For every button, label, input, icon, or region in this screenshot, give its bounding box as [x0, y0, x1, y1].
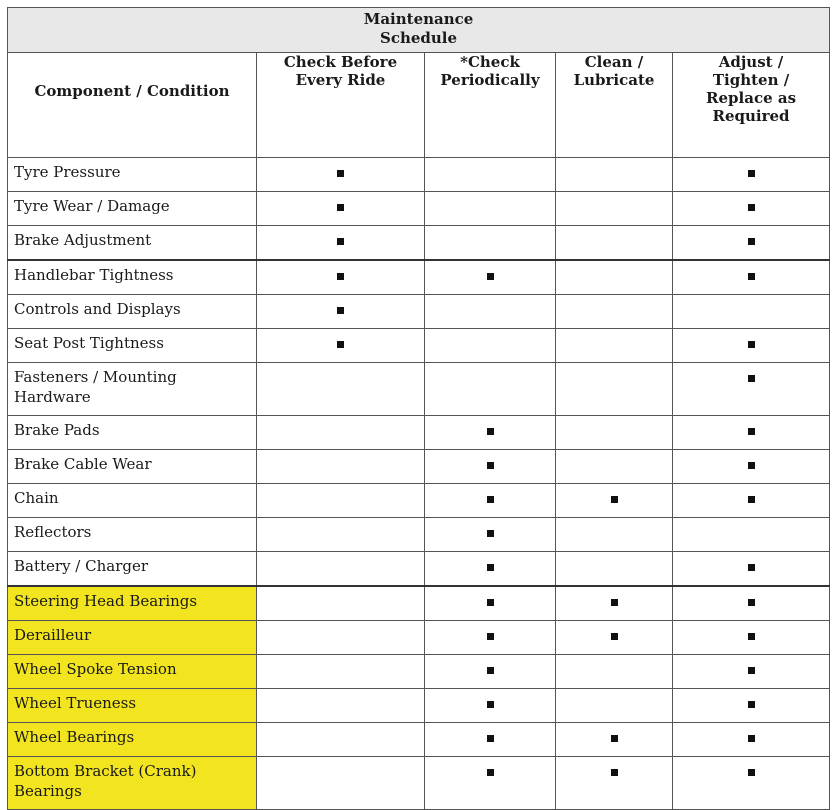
checkmark-square-icon	[337, 341, 344, 348]
schedule-cell	[425, 192, 556, 226]
table-row	[8, 586, 830, 621]
schedule-cell	[425, 329, 556, 363]
schedule-cell	[257, 329, 425, 363]
schedule-cell	[257, 552, 425, 587]
table-row	[8, 416, 830, 450]
component-cell: Wheel Trueness	[8, 689, 257, 723]
component-cell: Tyre Wear / Damage	[8, 192, 257, 226]
title-line-1: Maintenance	[363, 10, 474, 28]
schedule-cell	[257, 689, 425, 723]
table-row	[8, 518, 830, 552]
checkmark-square-icon	[748, 238, 755, 245]
schedule-cell	[556, 192, 673, 226]
checkmark-square-icon	[748, 428, 755, 435]
schedule-cell	[556, 329, 673, 363]
header-adjust-line-1: Adjust /	[718, 53, 784, 71]
table-row	[8, 484, 830, 518]
checkmark-square-icon	[337, 170, 344, 177]
header-check-periodically	[425, 53, 556, 158]
schedule-cell	[425, 655, 556, 689]
checkmark-square-icon	[611, 496, 618, 503]
checkmark-square-icon	[611, 769, 618, 776]
schedule-cell	[257, 450, 425, 484]
header-check-before-line-2: Every Ride	[295, 71, 386, 89]
header-adjust-line-4: Required	[712, 107, 790, 125]
component-cell: Handlebar Tightness	[8, 260, 257, 295]
checkmark-square-icon	[337, 273, 344, 280]
schedule-cell	[673, 450, 830, 484]
schedule-cell	[257, 621, 425, 655]
checkmark-square-icon	[487, 273, 494, 280]
schedule-cell	[425, 621, 556, 655]
schedule-cell	[257, 586, 425, 621]
schedule-cell	[556, 586, 673, 621]
header-clean-line-1: Clean /	[584, 53, 644, 71]
table-row	[8, 329, 830, 363]
table-row	[8, 621, 830, 655]
schedule-cell	[425, 158, 556, 192]
schedule-cell	[257, 295, 425, 329]
checkmark-square-icon	[487, 769, 494, 776]
table-title	[8, 8, 830, 53]
schedule-cell	[556, 757, 673, 810]
component-cell: Tyre Pressure	[8, 158, 257, 192]
schedule-cell	[556, 363, 673, 416]
table-row	[8, 552, 830, 587]
schedule-cell	[673, 295, 830, 329]
header-check-before	[257, 53, 425, 158]
checkmark-square-icon	[748, 667, 755, 674]
maintenance-table	[7, 7, 830, 810]
schedule-cell	[257, 484, 425, 518]
schedule-cell	[556, 621, 673, 655]
title-line-2: Schedule	[380, 29, 458, 47]
schedule-cell	[673, 586, 830, 621]
schedule-cell	[556, 518, 673, 552]
schedule-cell	[673, 416, 830, 450]
schedule-cell	[425, 586, 556, 621]
schedule-cell	[257, 260, 425, 295]
checkmark-square-icon	[748, 735, 755, 742]
component-cell: Wheel Spoke Tension	[8, 655, 257, 689]
header-check-periodically-line-2: Periodically	[440, 71, 540, 89]
schedule-cell	[257, 416, 425, 450]
header-adjust-line-2: Tighten /	[712, 71, 790, 89]
maintenance-schedule	[7, 7, 830, 810]
component-cell: Derailleur	[8, 621, 257, 655]
component-cell: Brake Adjustment	[8, 226, 257, 261]
checkmark-square-icon	[748, 701, 755, 708]
schedule-cell	[673, 655, 830, 689]
component-cell: Steering Head Bearings	[8, 586, 257, 621]
checkmark-square-icon	[748, 273, 755, 280]
schedule-cell	[257, 363, 425, 416]
checkmark-square-icon	[748, 170, 755, 177]
schedule-cell	[556, 655, 673, 689]
component-cell: Bottom Bracket (Crank) Bearings	[8, 757, 257, 810]
checkmark-square-icon	[487, 428, 494, 435]
table-row	[8, 689, 830, 723]
table-row	[8, 260, 830, 295]
schedule-cell	[673, 363, 830, 416]
table-row	[8, 226, 830, 261]
schedule-cell	[425, 552, 556, 587]
schedule-cell	[425, 416, 556, 450]
schedule-cell	[556, 689, 673, 723]
checkmark-square-icon	[748, 375, 755, 382]
checkmark-square-icon	[487, 462, 494, 469]
schedule-cell	[556, 226, 673, 261]
table-row	[8, 655, 830, 689]
checkmark-square-icon	[337, 238, 344, 245]
schedule-cell	[673, 723, 830, 757]
checkmark-square-icon	[487, 496, 494, 503]
table-row	[8, 450, 830, 484]
schedule-cell	[556, 552, 673, 587]
table-body	[8, 158, 830, 810]
checkmark-square-icon	[748, 564, 755, 571]
schedule-cell	[673, 552, 830, 587]
schedule-cell	[673, 518, 830, 552]
schedule-cell	[673, 484, 830, 518]
schedule-cell	[673, 260, 830, 295]
schedule-cell	[673, 226, 830, 261]
checkmark-square-icon	[487, 530, 494, 537]
schedule-cell	[257, 655, 425, 689]
table-row	[8, 723, 830, 757]
checkmark-square-icon	[748, 462, 755, 469]
header-adjust-line-3: Replace as	[706, 89, 797, 107]
checkmark-square-icon	[611, 735, 618, 742]
component-cell: Seat Post Tightness	[8, 329, 257, 363]
checkmark-square-icon	[487, 735, 494, 742]
schedule-cell	[257, 723, 425, 757]
component-cell: Wheel Bearings	[8, 723, 257, 757]
schedule-cell	[556, 295, 673, 329]
table-row	[8, 192, 830, 226]
table-row	[8, 363, 830, 416]
checkmark-square-icon	[748, 633, 755, 640]
header-check-before-line-1: Check Before	[283, 53, 398, 71]
schedule-cell	[257, 757, 425, 810]
checkmark-square-icon	[337, 307, 344, 314]
checkmark-square-icon	[487, 599, 494, 606]
table-row	[8, 757, 830, 810]
schedule-cell	[257, 518, 425, 552]
schedule-cell	[556, 450, 673, 484]
schedule-cell	[425, 723, 556, 757]
schedule-cell	[425, 450, 556, 484]
schedule-cell	[257, 226, 425, 261]
schedule-cell	[556, 158, 673, 192]
checkmark-square-icon	[611, 633, 618, 640]
header-component: Component / Condition	[8, 53, 257, 158]
checkmark-square-icon	[748, 204, 755, 211]
checkmark-square-icon	[748, 599, 755, 606]
schedule-cell	[425, 518, 556, 552]
table-row	[8, 158, 830, 192]
schedule-cell	[425, 295, 556, 329]
header-check-periodically-line-1: *Check	[460, 53, 520, 71]
schedule-cell	[425, 363, 556, 416]
checkmark-square-icon	[748, 769, 755, 776]
schedule-cell	[425, 226, 556, 261]
schedule-cell	[257, 158, 425, 192]
component-cell: Chain	[8, 484, 257, 518]
component-cell: Controls and Displays	[8, 295, 257, 329]
checkmark-square-icon	[337, 204, 344, 211]
component-cell: Reflectors	[8, 518, 257, 552]
schedule-cell	[556, 260, 673, 295]
header-clean-line-2: Lubricate	[573, 71, 655, 89]
schedule-cell	[673, 757, 830, 810]
schedule-cell	[673, 329, 830, 363]
component-cell: Fasteners / Mounting Hardware	[8, 363, 257, 416]
schedule-cell	[425, 260, 556, 295]
checkmark-square-icon	[611, 599, 618, 606]
checkmark-square-icon	[487, 633, 494, 640]
schedule-cell	[673, 158, 830, 192]
checkmark-square-icon	[748, 496, 755, 503]
header-clean	[556, 53, 673, 158]
schedule-cell	[673, 689, 830, 723]
schedule-cell	[257, 192, 425, 226]
checkmark-square-icon	[487, 701, 494, 708]
checkmark-square-icon	[748, 341, 755, 348]
header-adjust	[673, 53, 830, 158]
schedule-cell	[425, 757, 556, 810]
component-cell: Brake Cable Wear	[8, 450, 257, 484]
component-cell: Brake Pads	[8, 416, 257, 450]
schedule-cell	[673, 621, 830, 655]
schedule-cell	[673, 192, 830, 226]
component-cell: Battery / Charger	[8, 552, 257, 587]
checkmark-square-icon	[487, 667, 494, 674]
checkmark-square-icon	[487, 564, 494, 571]
schedule-cell	[425, 689, 556, 723]
schedule-cell	[425, 484, 556, 518]
schedule-cell	[556, 723, 673, 757]
schedule-cell	[556, 484, 673, 518]
table-row	[8, 295, 830, 329]
schedule-cell	[556, 416, 673, 450]
